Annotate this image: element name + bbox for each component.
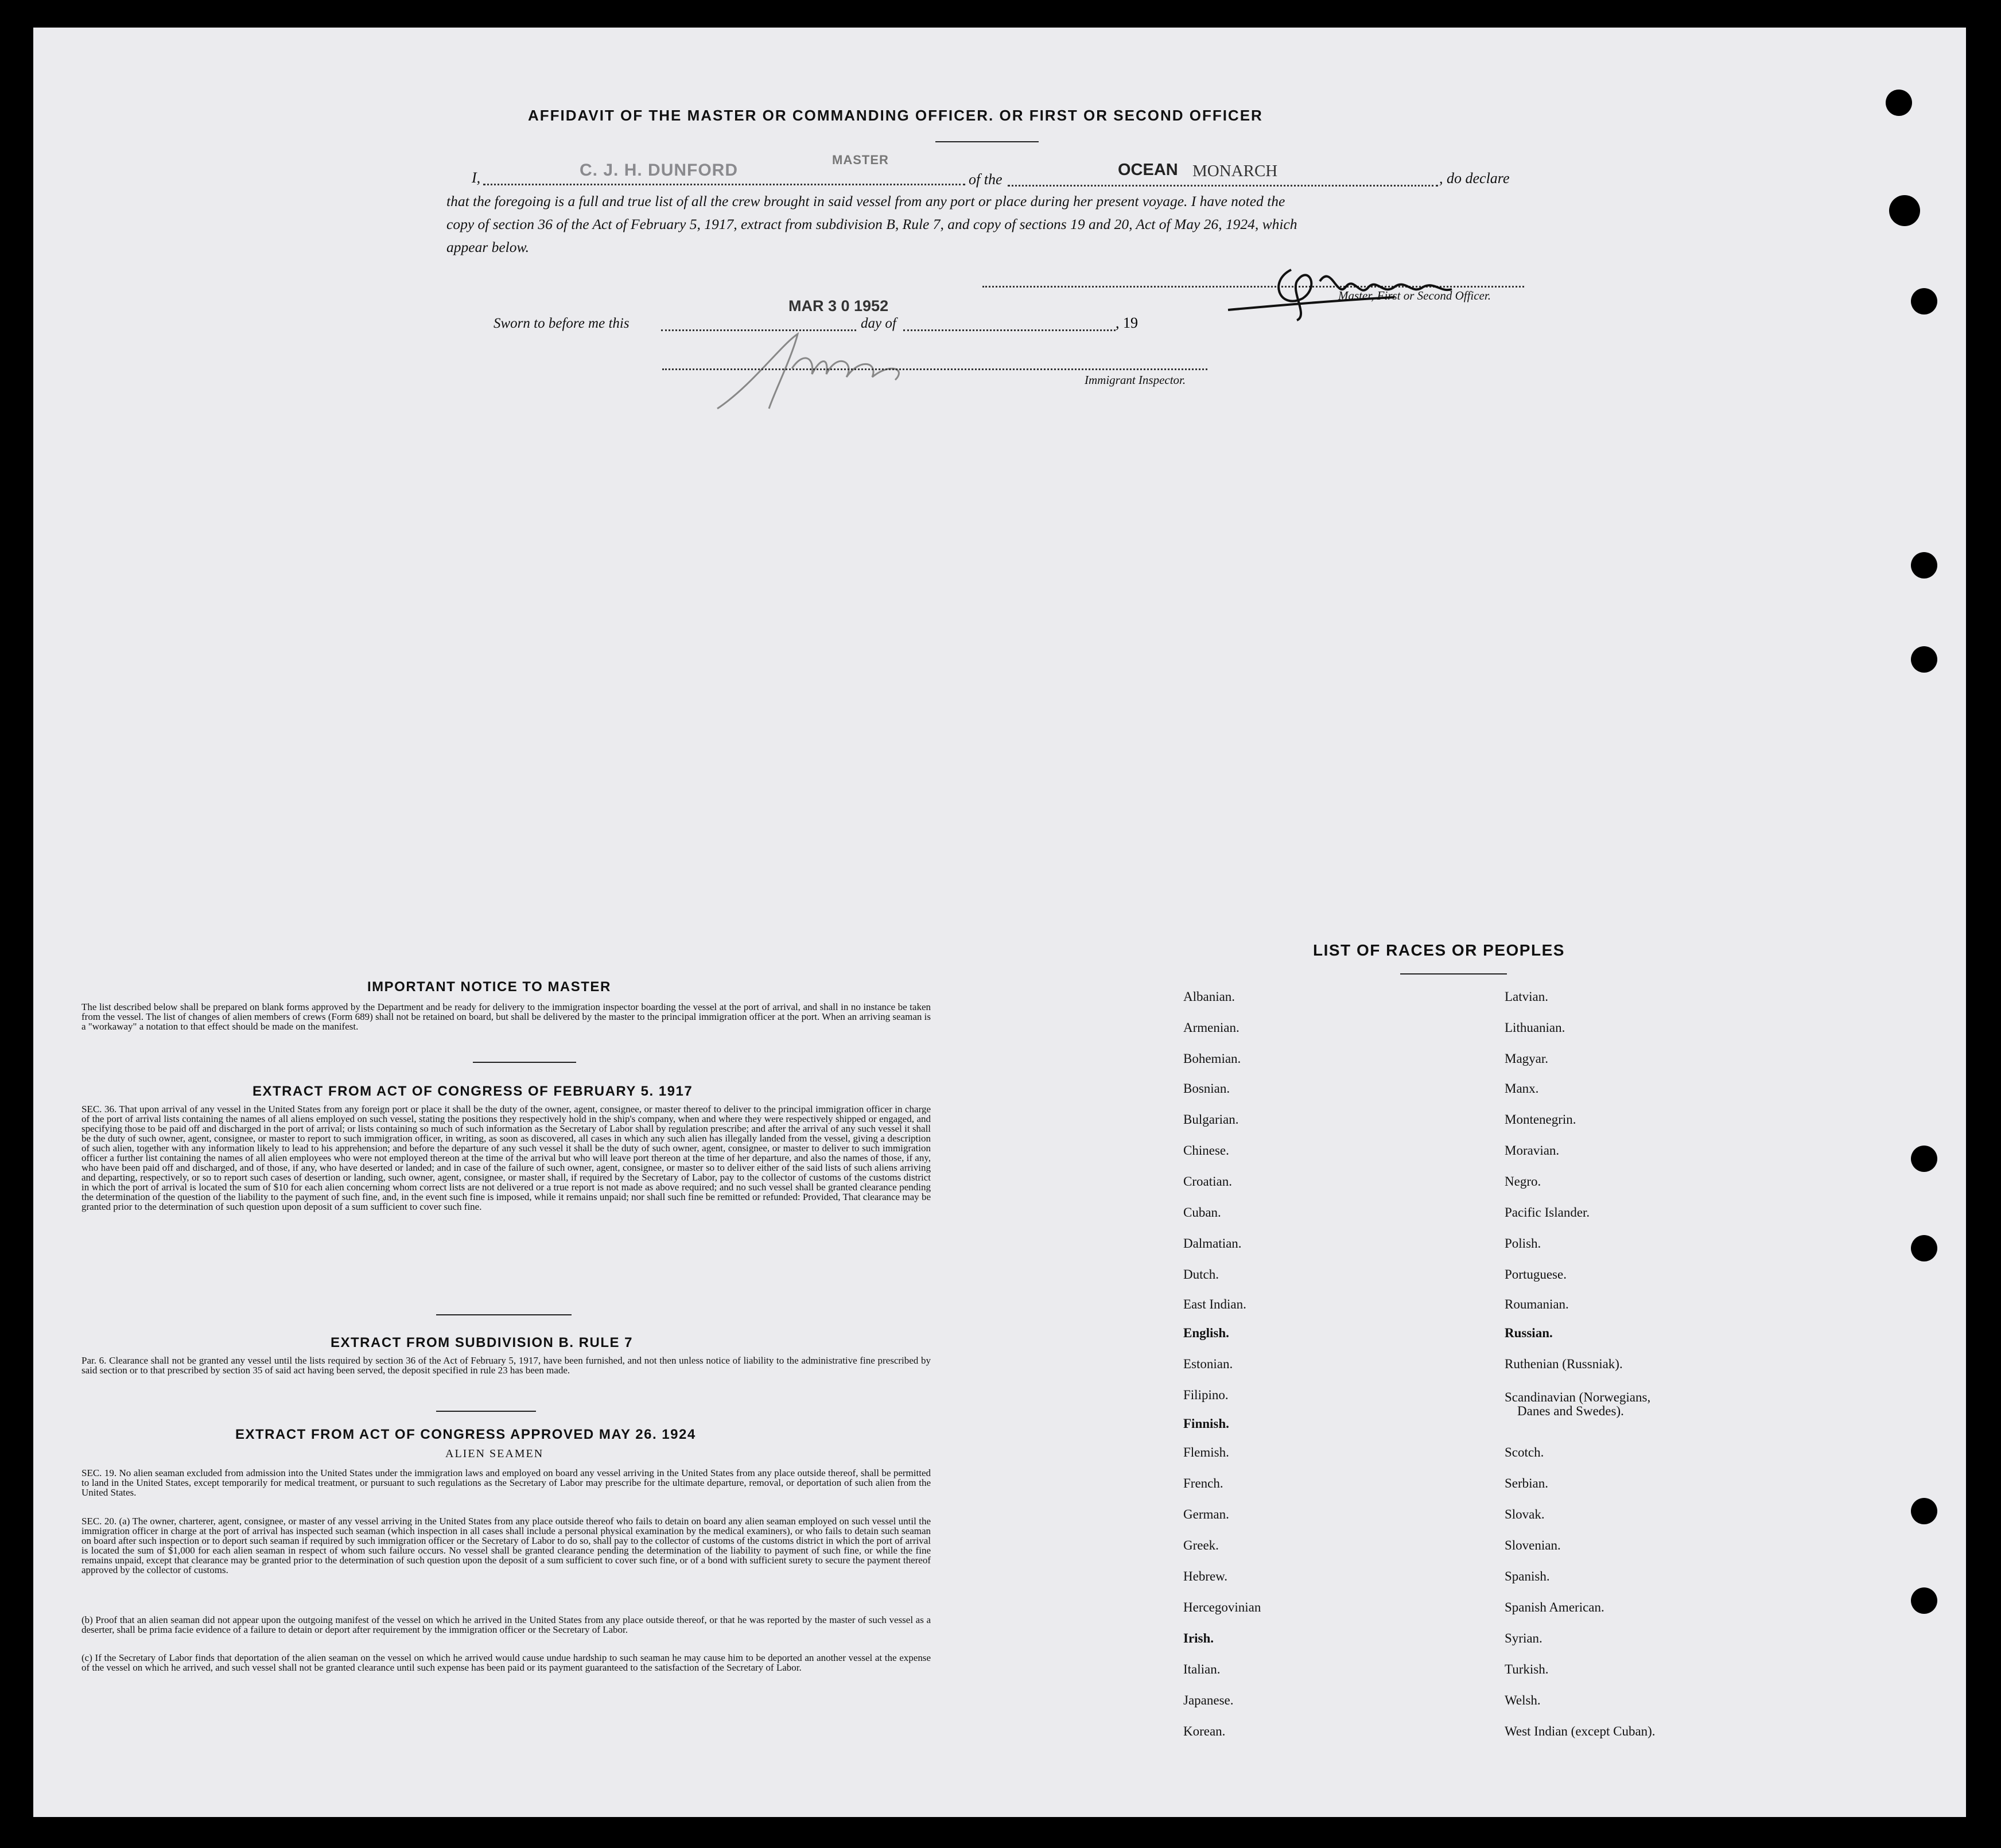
extract-1924-sec20b: (b) Proof that an alien seaman did not appear upon the outgoing manifest of the vessel on which he arrived in the United States from any place outside thereof, or that he was reported by the master of such vessel as a deserter, shall be prima facie evidence of a failure to detain or deport after requirement by the immigration officer or the Secretary of Labor.	[81, 1614, 931, 1635]
race-item: Russian.	[1505, 1326, 1553, 1340]
punch-hole	[1911, 1146, 1937, 1172]
race-item: Manx.	[1505, 1081, 1539, 1096]
inspector-signature-line	[662, 368, 1207, 370]
race-item: Serbian.	[1505, 1476, 1549, 1490]
race-item: Pacific Islander.	[1505, 1205, 1590, 1220]
inspector-caption: Immigrant Inspector.	[1085, 373, 1186, 387]
race-item: Greek.	[1183, 1538, 1219, 1552]
extract-1924-sec20a: SEC. 20. (a) The owner, charterer, agent, consignee, or master of any vessel arriving in the United States from any place outside thereof who fails to detain on board any alien seaman employed on such vessel until the immigration officer in charge at the port of arrival has inspected such seaman (which inspection in all cases shall include a personal physical examination by the medical examiners), or who fails to detain such seaman on board after such inspection or to deport such seaman if required by such immigration officer or the Secretary of Labor to do so, shall pay to the collector of customs of the customs district in which the port of arrival is located the sum of $1,000 for each alien seaman in respect of whom such failure occurs. No vessel shall be granted clearance pending the determination of the liability to payment of such fine, or while the fine remains unpaid, except that clearance may be granted prior to the determination of such question upon the deposit of a sum sufficient to cover such fine, or of a bond with sufficient surety to secure the payment thereof approved by the collector of customs.	[81, 1516, 931, 1575]
extract-rule7-rule	[436, 1411, 536, 1412]
race-item: Bosnian.	[1183, 1081, 1230, 1096]
race-item: English.	[1183, 1326, 1229, 1340]
race-item: Bulgarian.	[1183, 1112, 1239, 1127]
race-item: Slovenian.	[1505, 1538, 1561, 1552]
master-name-field: C. J. H. DUNFORD	[580, 161, 739, 180]
extract-1917-title: EXTRACT FROM ACT OF CONGRESS OF FEBRUARY 5. 1917	[252, 1084, 693, 1099]
race-item: Finnish.	[1183, 1416, 1229, 1431]
race-item: Scandinavian (Norwegians,	[1505, 1390, 1651, 1404]
extract-1917-rule	[436, 1314, 572, 1315]
punch-hole	[1886, 90, 1912, 116]
race-item: Slovak.	[1505, 1507, 1545, 1521]
do-declare-label: , do declare	[1439, 170, 1510, 187]
race-item: Turkish.	[1505, 1662, 1549, 1676]
race-item: Latvian.	[1505, 989, 1548, 1004]
vessel-field-line	[1008, 185, 1438, 187]
punch-hole	[1911, 1235, 1937, 1261]
declaration-line-2: copy of section 36 of the Act of February 5, 1917, extract from subdivision B, Rule 7, and copy of sections 19 and 20, Act of May 26, 1924, which	[446, 216, 1297, 232]
punch-hole	[1911, 646, 1937, 673]
race-item: Italian.	[1183, 1662, 1221, 1676]
race-item: Danes and Swedes).	[1517, 1404, 1624, 1418]
race-item: Korean.	[1183, 1724, 1226, 1738]
notice-text: The list described below shall be prepared on blank forms approved by the Department and be ready for delivery to the immigration inspector boarding the vessel at the port of arrival, and shall in no instance be taken from the vessel. The list of changes of alien members of crews (Form 689) shall not be retained on board, but shall be delivered by the master to the principal immigration officer at the port. When an arriving seaman is a "workaway" a notation to that effect should be made on the manifest.	[81, 1001, 931, 1032]
race-item: Ruthenian (Russniak).	[1505, 1357, 1623, 1371]
race-item: Flemish.	[1183, 1445, 1229, 1459]
declaration-line-3: appear below.	[446, 239, 530, 255]
race-item: Magyar.	[1505, 1051, 1549, 1066]
race-item: Albanian.	[1183, 989, 1235, 1004]
race-item: East Indian.	[1183, 1297, 1246, 1311]
race-item: Chinese.	[1183, 1143, 1229, 1158]
extract-1924-title: EXTRACT FROM ACT OF CONGRESS APPROVED MAY 26. 1924	[235, 1427, 696, 1442]
punch-hole	[1911, 288, 1937, 315]
race-item: Montenegrin.	[1505, 1112, 1576, 1127]
extract-rule7-text: Par. 6. Clearance shall not be granted any vessel until the lists required by section 36 of the Act of February 5, 1917, have been furnished, and not then unless notice of liability to the administrative fine prescribed by said section or to that prescribed by section 35 of said act having been served, the deposit specified in rule 23 has been made.	[81, 1355, 931, 1376]
race-item: Filipino.	[1183, 1388, 1229, 1402]
day-of-label: day of	[861, 316, 896, 331]
race-item: Bohemian.	[1183, 1051, 1241, 1066]
punch-hole	[1911, 552, 1937, 579]
race-item: Welsh.	[1505, 1693, 1541, 1707]
race-item: Cuban.	[1183, 1205, 1221, 1220]
sworn-label: Sworn to before me this	[494, 316, 630, 331]
race-item: Estonian.	[1183, 1357, 1233, 1371]
date-stamp: MAR 3 0 1952	[788, 297, 889, 315]
extract-1924-subtitle: ALIEN SEAMEN	[445, 1447, 544, 1460]
race-item: Japanese.	[1183, 1693, 1234, 1707]
master-signature-caption: Master, First or Second Officer.	[1338, 289, 1491, 302]
race-item: Dalmatian.	[1183, 1236, 1242, 1251]
year-label: , 19	[1116, 315, 1138, 331]
race-item: Spanish.	[1505, 1569, 1550, 1583]
declaration-line-1: that the foregoing is a full and true list of all the crew brought in said vessel from any port or place during her present voyage. I have noted the	[446, 193, 1285, 209]
notice-title: IMPORTANT NOTICE TO MASTER	[367, 979, 611, 995]
punch-hole	[1911, 1498, 1937, 1524]
of-the-label: of the	[969, 171, 1003, 188]
title-rule	[935, 141, 1039, 142]
race-item: Irish.	[1183, 1631, 1214, 1645]
vessel-name-bold: OCEAN	[1118, 161, 1178, 179]
punch-hole	[1911, 1587, 1937, 1614]
extract-1924-sec19: SEC. 19. No alien seaman excluded from admission into the United States under the immigration laws and employed on board any vessel arriving in the United States from any place outside thereof, shall be permitted to land in the United States, except temporarily for medical treatment, or pursuant to such regulations as the Secretary of Labor may prescribe for the ultimate departure, removal, or deportation of such alien from the United States.	[81, 1467, 931, 1498]
race-item: Scotch.	[1505, 1445, 1544, 1459]
name-field-line	[483, 184, 965, 185]
race-item: Negro.	[1505, 1174, 1541, 1189]
race-item: West Indian (except Cuban).	[1505, 1724, 1656, 1738]
race-item: Hercegovinian	[1183, 1600, 1261, 1614]
rank-field: MASTER	[832, 153, 889, 167]
extract-rule7-title: EXTRACT FROM SUBDIVISION B. RULE 7	[331, 1335, 634, 1350]
race-item: Armenian.	[1183, 1020, 1240, 1035]
vessel-name-rest: MONARCH	[1192, 162, 1278, 180]
race-item: Croatian.	[1183, 1174, 1232, 1189]
races-rule	[1400, 973, 1507, 975]
notice-rule	[473, 1062, 576, 1063]
race-item: Lithuanian.	[1505, 1020, 1565, 1035]
race-item: Roumanian.	[1505, 1297, 1569, 1311]
master-signature	[1222, 247, 1469, 321]
race-item: German.	[1183, 1507, 1229, 1521]
race-item: Syrian.	[1505, 1631, 1542, 1645]
race-item: Dutch.	[1183, 1267, 1219, 1282]
extract-1917-text: SEC. 36. That upon arrival of any vessel in the United States from any foreign port or place it shall be the duty of the owner, agent, consignee, or master thereof to deliver to the principal immigration officer in charge of the port of arrival lists containing the names of all aliens employed on such vessel, stating the positions they respectively hold in the ship's company, when and where they were respectively shipped or engaged, and specifying those to be paid off and discharged in the port of arrival; or lists containing so much of such information as the Secretary of Labor shall by regulation prescribe; and after the arrival of any such vessel it shall be the duty of such owner, agent, consignee, or master to report to such immigration officer, in writing, as soon as discovered, all cases in which any such alien has illegally landed from the vessel, giving a description of such alien, together with any information likely to lead to his apprehension; and before the departure of any such vessel it shall be the duty of such owner, agent, consignee, or master to deliver to such immigration officer a further list containing the names of all alien employees who were not employed thereon at the time of the arrival but who will leave port thereon at the time of her departure, and also the names of those, if any, who have been paid off and discharged, and of those, if any, who have deserted or landed; and in case of the failure of such owner, agent, consignee, or master so to deliver either of the said lists of such aliens arriving and departing, respectively, or so to report such cases of desertion or landing, such owner, agent, consignee, or master shall, if required by the Secretary of Labor, pay to the collector of customs of the customs district in which the port of arrival is located the sum of $10 for each alien concerning whom correct lists are not delivered or a true report is not made as above required; and no such vessel shall be granted clearance pending the determination of the question of the liability to the payment of such fine, and, in the event such fine is imposed, while it remains unpaid; nor shall such fine be remitted or refunded: Provided, That clearance may be granted prior to the determination of such question upon deposit of a sum sufficient to cover such fine.	[81, 1104, 931, 1212]
race-item: Portuguese.	[1505, 1267, 1567, 1282]
race-item: Polish.	[1505, 1236, 1541, 1251]
extract-1924-sec20c: (c) If the Secretary of Labor finds that deportation of the alien seaman on the vessel on which he arrived would cause undue hardship to such seaman he may cause him to be deported an another vessel at the expense of the vessel on which he arrived, and such vessel shall not be granted clearance until such expense has been paid or its payment guaranteed to the satisfaction of the Secretary of Labor.	[81, 1652, 931, 1673]
race-item: Spanish American.	[1505, 1600, 1604, 1614]
punch-hole	[1889, 195, 1920, 226]
race-item: French.	[1183, 1476, 1223, 1490]
affidavit-title: AFFIDAVIT OF THE MASTER OR COMMANDING OFFICER. OR FIRST OR SECOND OFFICER	[528, 107, 1263, 124]
i-label: I,	[472, 169, 481, 186]
race-item: Moravian.	[1505, 1143, 1560, 1158]
race-item: Hebrew.	[1183, 1569, 1228, 1583]
races-title: LIST OF RACES OR PEOPLES	[1313, 941, 1565, 959]
